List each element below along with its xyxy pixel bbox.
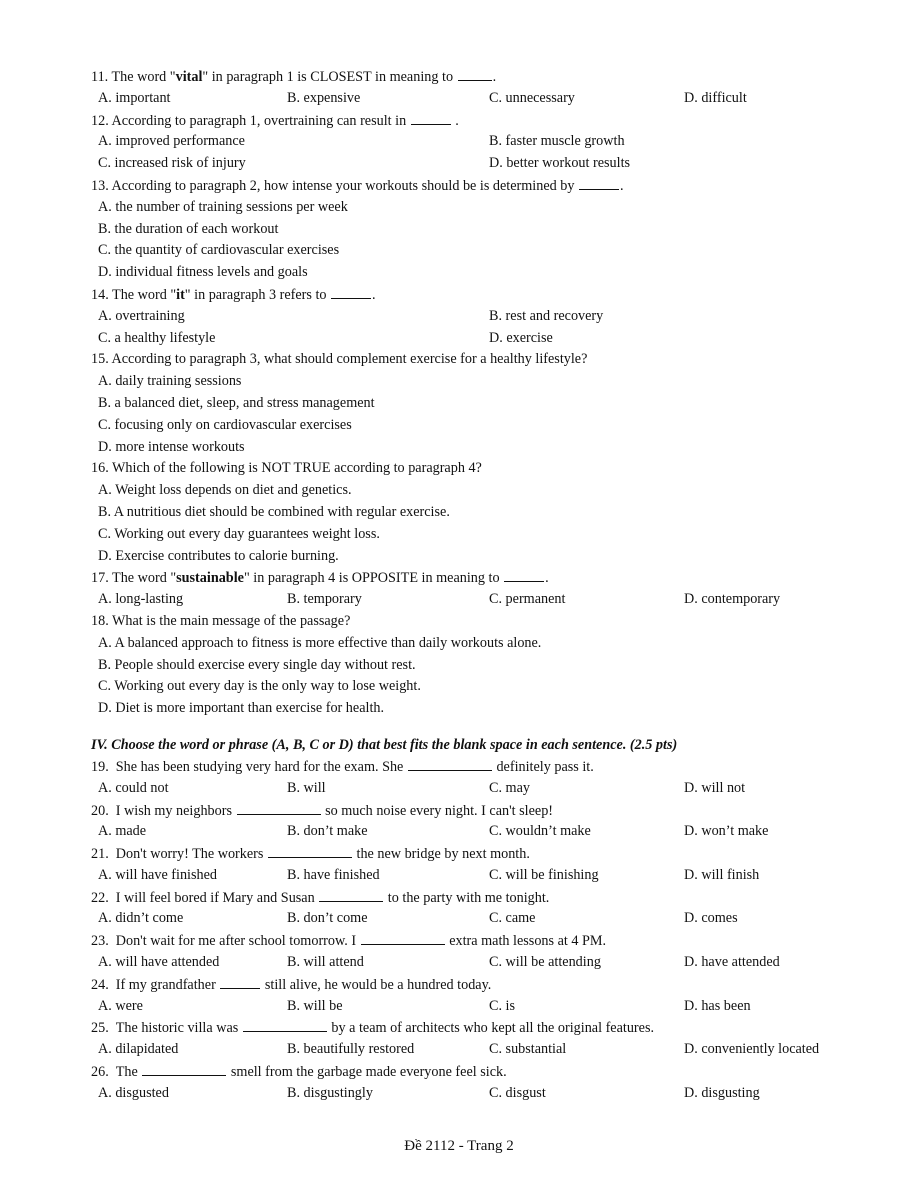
question-number: 26. — [91, 1064, 109, 1081]
answer-blank — [408, 756, 492, 771]
question-12-option-c: C. increased risk of injury — [98, 155, 246, 172]
stem-text: smell from the garbage made everyone feel sick. — [227, 1064, 507, 1081]
question-24-stem — [91, 974, 881, 996]
question-21-option-a: A. will have finished — [98, 866, 217, 883]
option-row — [91, 88, 881, 110]
question-13-option-a: A. the number of training sessions per week — [98, 198, 348, 215]
question-22-stem — [91, 887, 881, 909]
question-11-option-b: B. expensive — [287, 89, 361, 106]
question-18-stem — [91, 611, 881, 633]
option-row — [91, 698, 881, 720]
question-23-stem — [91, 930, 881, 952]
option-row — [91, 240, 881, 262]
stem-text: The — [115, 1064, 142, 1081]
option-row — [91, 197, 881, 219]
question-11-option-d: D. difficult — [684, 89, 747, 106]
answer-blank — [319, 887, 383, 902]
option-row — [91, 219, 881, 241]
question-number: 22. — [91, 889, 109, 906]
question-14-stem — [91, 284, 881, 306]
stem-text: the new bridge by next month. — [352, 846, 530, 863]
question-24-option-d: D. has been — [684, 997, 751, 1014]
question-23-option-c: C. will be attending — [489, 954, 601, 971]
question-26-option-a: A. disgusted — [98, 1084, 169, 1101]
question-23-option-a: A. will have attended — [98, 954, 220, 971]
keyword: sustainable — [176, 570, 244, 587]
answer-blank — [237, 800, 321, 815]
question-17-option-b: B. temporary — [287, 591, 362, 608]
answer-blank — [142, 1061, 226, 1076]
question-19-option-b: B. will — [287, 779, 326, 796]
section-heading: IV. Choose the word or phrase (A, B, C or D) that best fits the blank space in each sentence. (2.5 pts) — [91, 736, 678, 753]
question-12-stem — [91, 110, 881, 132]
keyword: it — [176, 286, 185, 303]
option-row — [91, 821, 881, 843]
question-18-option-c: C. Working out every day is the only way to lose weight. — [98, 678, 421, 695]
question-12-option-b: B. faster muscle growth — [489, 133, 625, 150]
option-row — [91, 778, 881, 800]
question-number: 24. — [91, 976, 109, 993]
stem-text: I wish my neighbors — [115, 802, 236, 819]
stem-text: If my grandfather — [115, 976, 220, 993]
question-14-option-d: D. exercise — [489, 329, 553, 346]
stem-text: Don't worry! The workers — [115, 846, 267, 863]
question-26-option-c: C. disgust — [489, 1084, 546, 1101]
stem-text: . — [545, 570, 549, 587]
stem-text: She has been studying very hard for the exam. She — [115, 758, 407, 775]
option-row — [91, 437, 881, 459]
option-row — [91, 153, 881, 175]
stem-text: by a team of architects who kept all the original features. — [327, 1020, 655, 1037]
question-15-option-c: C. focusing only on cardiovascular exercises — [98, 416, 352, 433]
question-11-stem — [91, 66, 881, 88]
option-row — [91, 306, 881, 328]
answer-blank — [361, 930, 445, 945]
stem-text: " in paragraph 1 is CLOSEST in meaning to — [202, 69, 457, 85]
question-24-option-a: A. were — [98, 997, 143, 1014]
question-23-option-d: D. have attended — [684, 954, 780, 971]
question-15-option-b: B. a balanced diet, sleep, and stress management — [98, 394, 375, 411]
option-row — [91, 524, 881, 546]
option-row — [91, 633, 881, 655]
option-row — [91, 371, 881, 393]
question-22-option-c: C. came — [489, 910, 536, 927]
question-24-option-c: C. is — [489, 997, 516, 1014]
stem-text: . — [372, 286, 376, 303]
keyword: vital — [175, 69, 203, 85]
question-24-option-b: B. will be — [287, 997, 343, 1014]
question-25-option-d: D. conveniently located — [684, 1041, 820, 1058]
stem-text: . — [492, 69, 497, 85]
question-25-stem — [91, 1017, 881, 1039]
question-23-option-b: B. will attend — [287, 954, 364, 971]
question-18-option-d: D. Diet is more important than exercise for health. — [98, 700, 385, 717]
question-26-option-b: B. disgustingly — [287, 1084, 373, 1101]
option-row — [91, 262, 881, 284]
question-21-option-c: C. will be finishing — [489, 866, 599, 883]
option-row — [91, 1039, 881, 1061]
question-25-option-b: B. beautifully restored — [287, 1041, 415, 1058]
option-row — [91, 655, 881, 677]
question-22-option-a: A. didn’t come — [98, 910, 184, 927]
stem-text: definitely pass it. — [492, 758, 594, 775]
question-25-option-a: A. dilapidated — [98, 1041, 179, 1058]
question-19-stem — [91, 756, 881, 778]
question-17-option-a: A. long-lasting — [98, 591, 184, 608]
stem-text: to the party with me tonight. — [384, 889, 550, 906]
question-11-option-c: C. unnecessary — [489, 89, 575, 106]
question-14-option-a: A. overtraining — [98, 307, 185, 324]
stem-text: 17. The word " — [91, 570, 177, 587]
option-row — [91, 480, 881, 502]
option-row — [91, 865, 881, 887]
stem-text: 16. Which of the following is NOT TRUE according to paragraph 4? — [91, 460, 482, 477]
question-17-option-c: C. permanent — [489, 591, 566, 608]
question-number: 20. — [91, 802, 109, 819]
question-26-stem — [91, 1061, 881, 1083]
stem-text: Don't wait for me after school tomorrow. I — [115, 933, 360, 950]
question-13-option-b: B. the duration of each workout — [98, 220, 279, 237]
question-15-option-a: A. daily training sessions — [98, 373, 242, 390]
option-row — [91, 952, 881, 974]
stem-text: still alive, he would be a hundred today. — [261, 976, 492, 993]
answer-blank — [243, 1017, 327, 1032]
option-row — [91, 996, 881, 1018]
stem-text: . — [620, 177, 624, 194]
question-16-option-d: D. Exercise contributes to calorie burning. — [98, 547, 339, 564]
page-footer: Đề 2112 - Trang 2 — [404, 1138, 514, 1154]
question-15-option-d: D. more intense workouts — [98, 438, 245, 455]
option-row — [91, 546, 881, 568]
stem-text: " in paragraph 3 refers to — [184, 286, 331, 303]
option-row — [91, 1083, 881, 1105]
question-26-option-d: D. disgusting — [684, 1084, 760, 1101]
question-25-option-c: C. substantial — [489, 1041, 567, 1058]
question-17-stem — [91, 567, 881, 589]
stem-text: I will feel bored if Mary and Susan — [115, 889, 319, 906]
option-row — [91, 589, 881, 611]
option-row — [91, 415, 881, 437]
question-21-option-b: B. have finished — [287, 866, 380, 883]
question-20-option-c: C. wouldn’t make — [489, 823, 591, 840]
stem-text: extra math lessons at 4 PM. — [445, 933, 607, 950]
question-15-stem — [91, 349, 881, 371]
question-21-stem — [91, 843, 881, 865]
stem-text: so much noise every night. I can't sleep! — [321, 802, 554, 819]
answer-blank — [458, 66, 492, 81]
question-22-option-d: D. comes — [684, 910, 738, 927]
question-number: 19. — [91, 758, 109, 775]
stem-text: . — [451, 112, 459, 129]
question-12-option-d: D. better workout results — [489, 155, 631, 172]
question-12-option-a: A. improved performance — [98, 133, 245, 150]
question-11-option-a: A. important — [98, 89, 171, 106]
stem-text: 11. The word " — [91, 69, 176, 85]
stem-text: 13. According to paragraph 2, how intense your workouts should be is determined by — [91, 177, 579, 194]
question-22-option-b: B. don’t come — [287, 910, 368, 927]
stem-text: 12. According to paragraph 1, overtraining can result in — [91, 112, 410, 129]
stem-text: 18. What is the main message of the passage? — [91, 612, 351, 629]
option-row — [91, 676, 881, 698]
answer-blank — [579, 175, 619, 190]
answer-blank — [331, 284, 371, 299]
option-row — [91, 393, 881, 415]
option-row — [91, 131, 881, 153]
question-20-stem — [91, 800, 881, 822]
option-row — [91, 502, 881, 524]
stem-text: " in paragraph 4 is OPPOSITE in meaning to — [243, 570, 504, 587]
stem-text: The historic villa was — [115, 1020, 242, 1037]
question-number: 23. — [91, 933, 109, 950]
question-number: 25. — [91, 1020, 109, 1037]
question-18-option-b: B. People should exercise every single day without rest. — [98, 656, 416, 673]
question-13-option-d: D. individual fitness levels and goals — [98, 264, 308, 281]
question-16-option-b: B. A nutritious diet should be combined with regular exercise. — [98, 503, 450, 520]
question-19-option-c: C. may — [489, 779, 530, 796]
question-18-option-a: A. A balanced approach to fitness is more effective than daily workouts alone. — [98, 634, 542, 651]
question-17-option-d: D. contemporary — [684, 591, 781, 608]
question-list — [91, 66, 881, 1105]
question-19-option-a: A. could not — [98, 779, 169, 796]
question-20-option-d: D. won’t make — [684, 823, 769, 840]
question-16-option-a: A. Weight loss depends on diet and genetics. — [98, 482, 352, 499]
question-16-stem — [91, 458, 881, 480]
stem-text: 15. According to paragraph 3, what should complement exercise for a healthy lifestyle? — [91, 351, 588, 368]
answer-blank — [411, 110, 451, 125]
question-16-option-c: C. Working out every day guarantees weight loss. — [98, 525, 380, 542]
answer-blank — [220, 974, 260, 989]
question-13-option-c: C. the quantity of cardiovascular exercises — [98, 242, 340, 259]
option-row — [91, 908, 881, 930]
answer-blank — [504, 567, 544, 582]
question-20-option-a: A. made — [98, 823, 147, 840]
question-19-option-d: D. will not — [684, 779, 746, 796]
question-number: 21. — [91, 846, 109, 863]
question-14-option-c: C. a healthy lifestyle — [98, 329, 216, 346]
question-13-stem — [91, 175, 881, 197]
question-21-option-d: D. will finish — [684, 866, 760, 883]
question-20-option-b: B. don’t make — [287, 823, 368, 840]
question-14-option-b: B. rest and recovery — [489, 307, 604, 324]
option-row — [91, 328, 881, 350]
answer-blank — [268, 843, 352, 858]
stem-text: 14. The word " — [91, 286, 177, 303]
